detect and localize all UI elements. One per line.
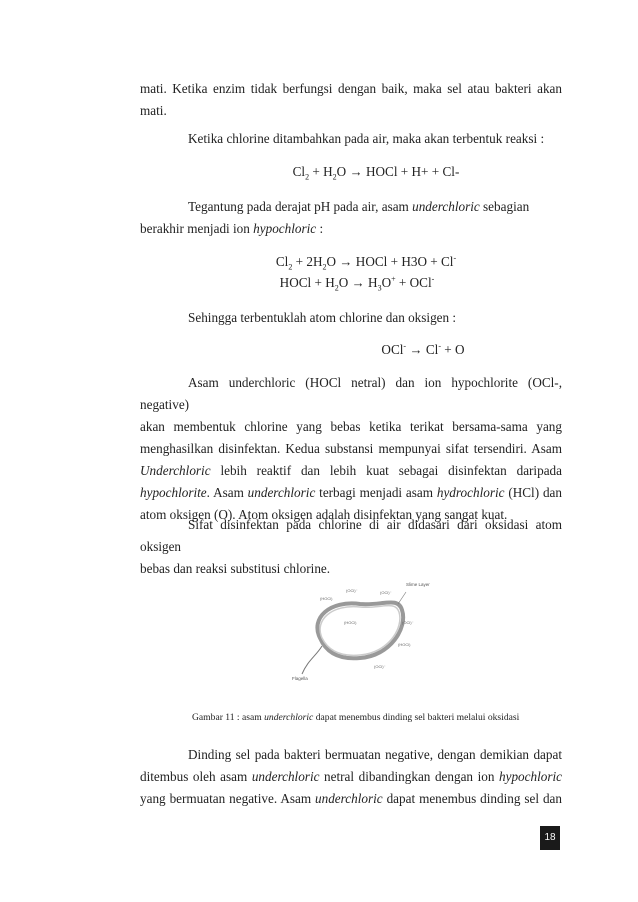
ion-label: (OCl)⁻ [374,664,386,669]
paragraph-7: Dinding sel pada bakteri bermuatan negative, dengan demikian dapat ditembus oleh asam underchloric netral dibandingkan dengan ion hypochloric yang bermuatan negative. Asam underchloric dapat menembus dinding sel dan [140,747,562,806]
flagella-label: Flagella [292,676,308,681]
bacteria-figure [290,578,430,682]
equation-3: HOCl + $H_2O \to H_3O^+ + OCl^-$ [279,274,435,293]
ion-label: (OCl)⁻ [402,620,414,625]
paragraph-6: Sifat disinfektan pada chlorine di air didasari dari oksidasi atom oksigen bebas dan reaksi substitusi chlorine. [140,517,562,576]
page-number: 18 [538,826,560,850]
ion-label: (HOCl) [320,596,333,601]
ion-label: (HOCl) [344,620,357,625]
slime-label: Slime Layer [406,582,430,587]
bacterium-outline [317,602,403,658]
figure-caption: Gambar 11 : asam underchloric dapat menembus dinding sel bakteri melalui oksidasi [192,712,520,723]
paragraph-4: Sehingga terbentuklah atom chlorine dan oksigen : [188,310,457,325]
slime-pointer [398,592,406,604]
paragraph-2: Ketika chlorine ditambahkan pada air, maka akan terbentuk reaksi : [188,131,545,146]
paragraph-3: Tegantung pada derajat pH pada air, asam underchloric sebagian berakhir menjadi ion hypochloric : [140,199,530,236]
equation-2: $Cl_2 + 2H_2O$ → HOCl + H3O + Cl- [275,253,457,272]
paragraph-1: mati. Ketika enzim tidak berfungsi dengan baik, maka sel atau bakteri akan mati. [140,81,562,118]
equation-1: $Cl_2 + H_2O$ → HOCl + H+ + Cl- [292,164,460,182]
ion-label: (OCl)⁻ [380,590,392,595]
ion-label: (OCl)⁻ [346,588,358,593]
paragraph-5: Asam underchloric (HOCl netral) dan ion hypochlorite (OCl-, negative) akan membentuk chlorine yang bebas ketika terikat bersama-sama yang menghasilkan disinfektan. Kedua substansi mempunyai sifat tersendiri. Asam Underchloric lebih reaktif dan lebih kuat sebagai disinfektan daripada hypochlorite. Asam underchloric terbagi menjadi asam hydrochloric (HCl) dan atom oksigen (O). Atom oksigen adalah disinfektan yang sangat kuat. [140,375,562,522]
ion-label: (HOCl) [398,642,411,647]
flagellum [302,646,322,674]
equation-4: OCl- → Cl- + O [381,341,465,357]
